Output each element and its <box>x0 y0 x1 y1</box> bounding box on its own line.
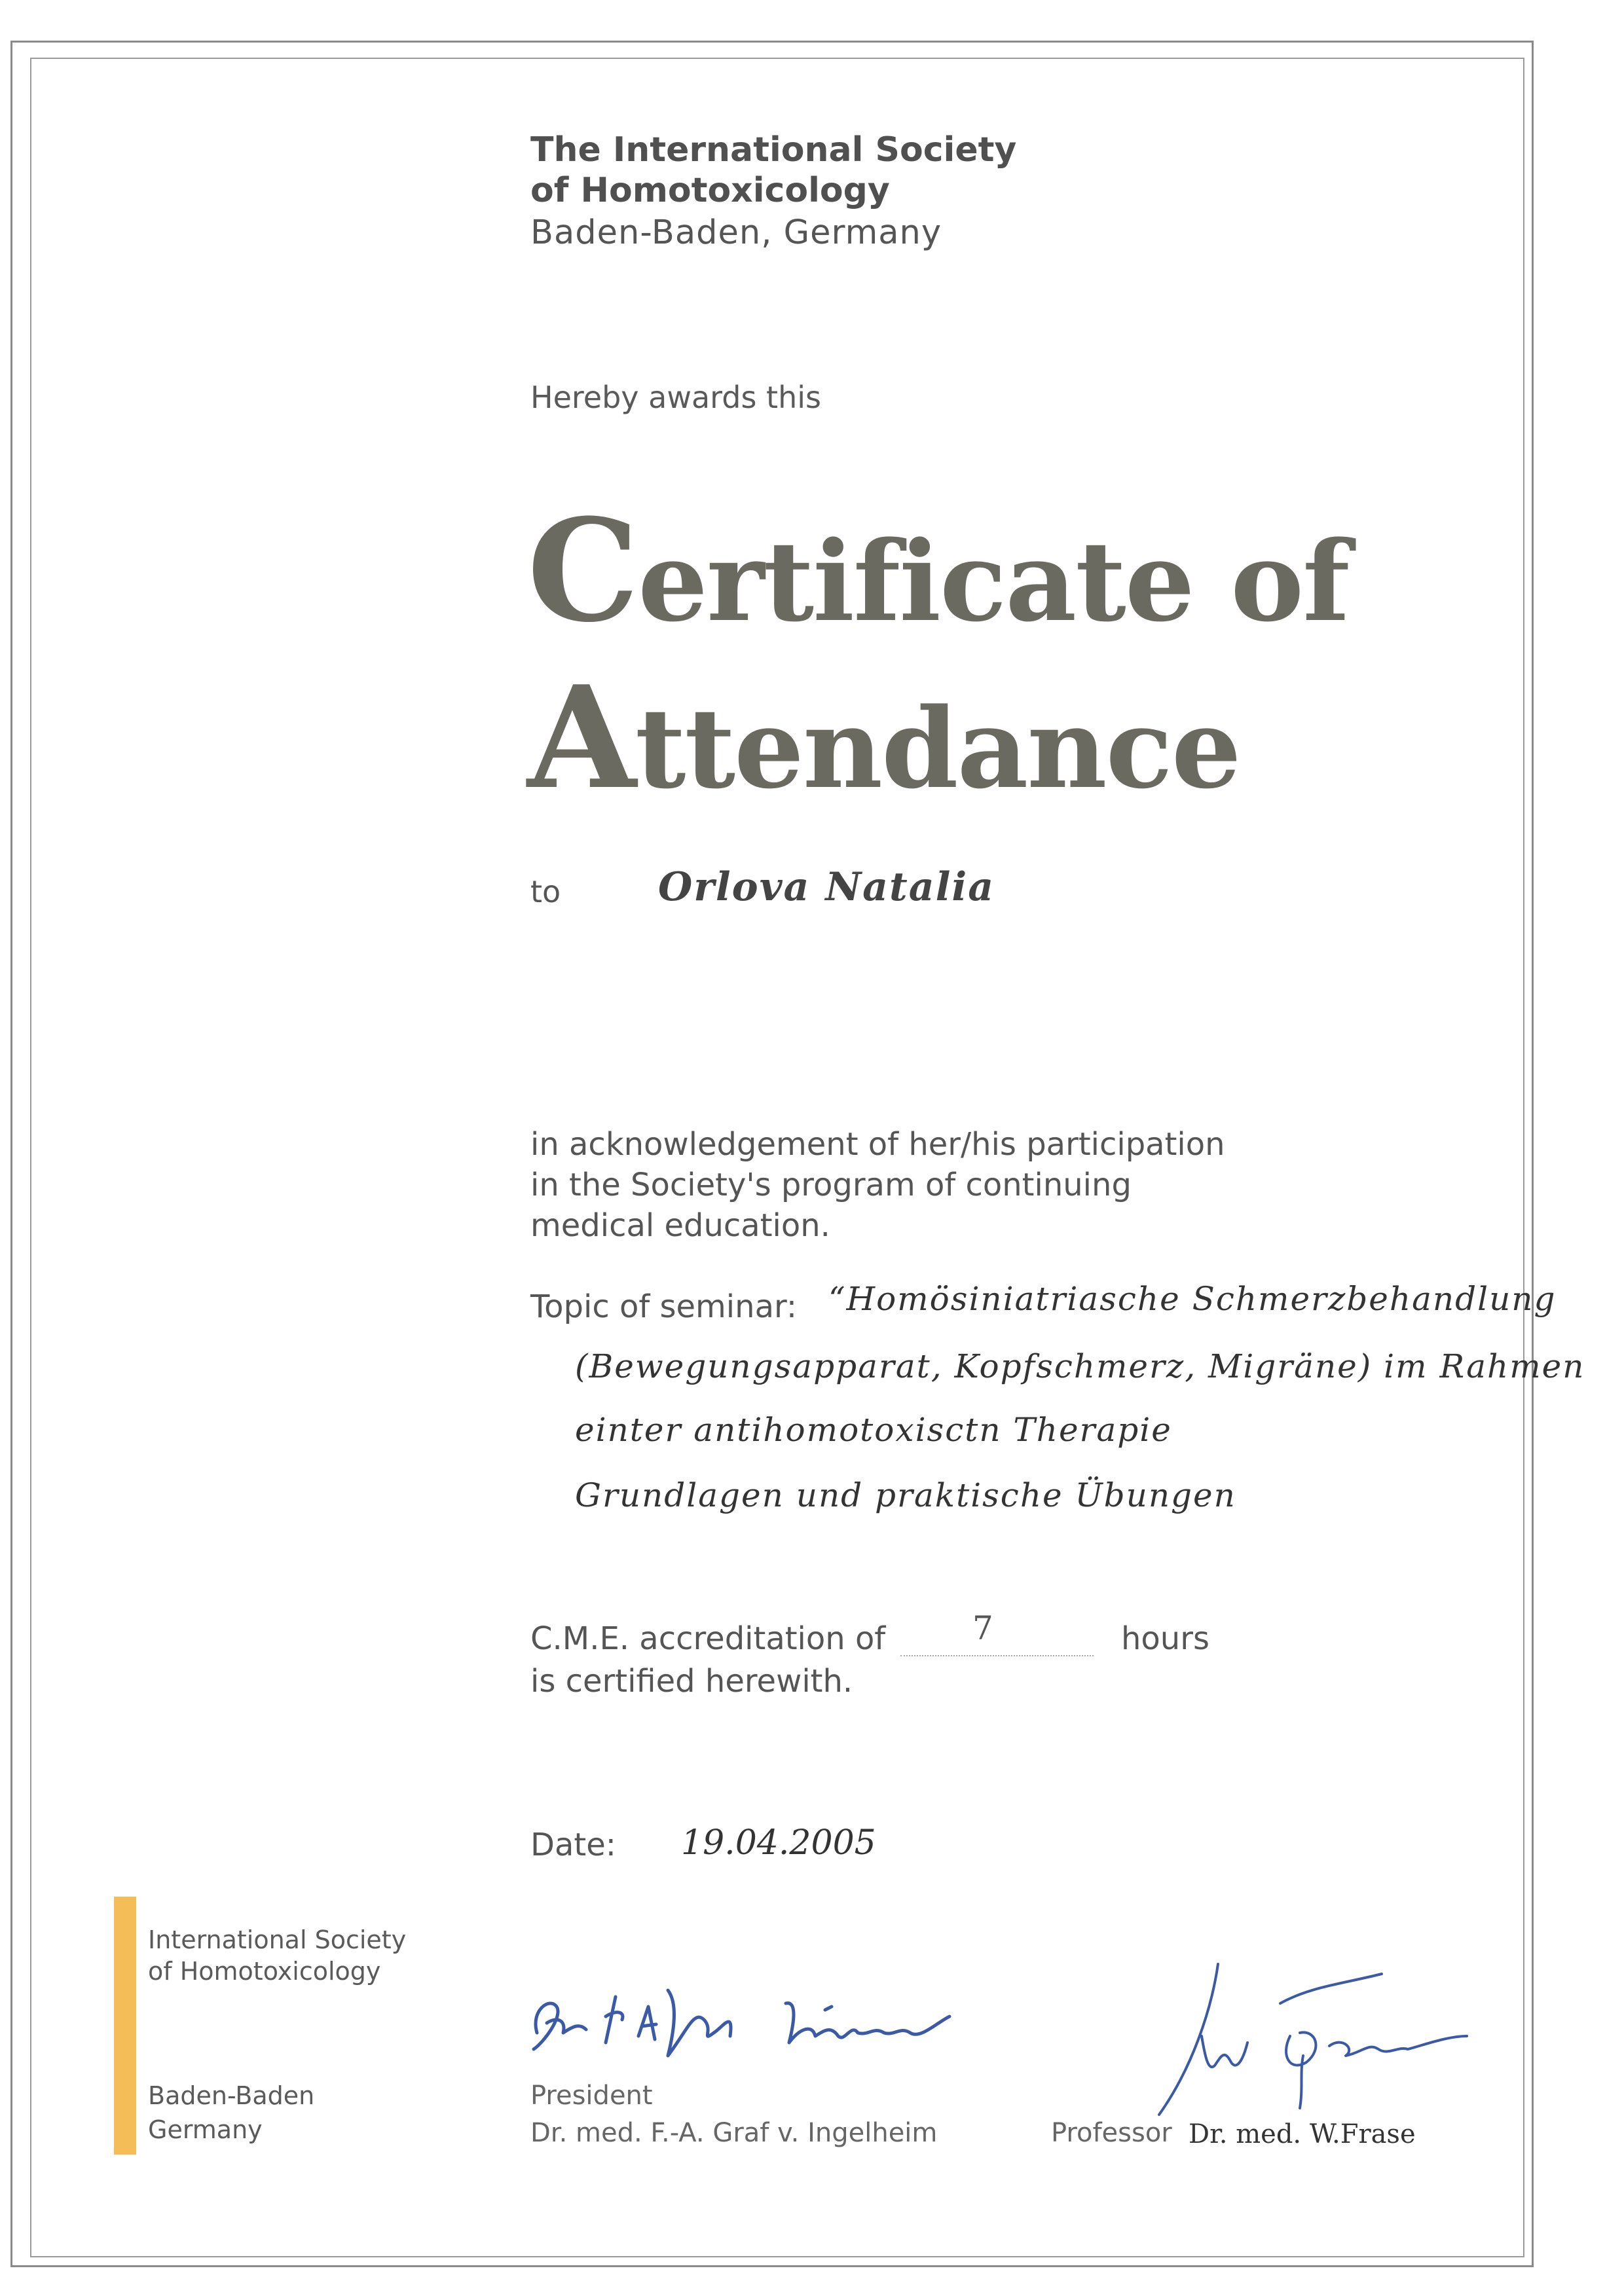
cme-hours-unit: hours <box>1121 1620 1209 1657</box>
recipient-prefix: to <box>530 874 561 909</box>
president-name: Dr. med. F.-A. Graf v. Ingelheim <box>530 2118 938 2148</box>
seminar-label: Topic of seminar: <box>530 1288 798 1325</box>
acknowledgement-line: in the Society's program of continuing <box>530 1167 1132 1203</box>
certificate-title-line1 <box>527 488 1348 653</box>
title-line1-rest: ertificate of <box>638 517 1349 646</box>
cme-label: C.M.E. accreditation of <box>530 1620 886 1657</box>
seminar-topic-line: (Bewegungsapparat, Kopfschmerz, Migräne) im Rahmen <box>575 1347 1585 1385</box>
date-label: Date: <box>530 1827 616 1863</box>
intro-text: Hereby awards this <box>530 380 821 415</box>
seminar-topic-line: “Homösiniatriasche Schmerzbehandlung <box>828 1280 1557 1318</box>
professor-name: Dr. med. W.Frase <box>1189 2119 1416 2149</box>
org-name-line1: The International Society <box>530 130 1017 170</box>
org-location: Baden-Baden, Germany <box>530 213 942 252</box>
president-signature <box>517 1971 989 2069</box>
logo-text-line: Germany <box>148 2115 263 2144</box>
title-line1-capital: C <box>527 488 638 653</box>
acknowledgement-line: medical education. <box>530 1207 830 1244</box>
date-value: 19.04.2005 <box>681 1823 876 1863</box>
title-line2-capital: A <box>527 655 635 820</box>
logo-text-line: Baden-Baden <box>148 2081 315 2110</box>
acknowledgement-line: in acknowledgement of her/his participation <box>530 1126 1225 1163</box>
seminar-topic-line: Grundlagen und praktische Übungen <box>575 1476 1236 1514</box>
title-line2-rest: ttendance <box>635 683 1240 813</box>
org-name-line2: of Homotoxicology <box>530 171 890 210</box>
recipient-name: Orlova Natalia <box>658 864 995 910</box>
seminar-topic-line: einter antihomotoxisctn Therapie <box>575 1411 1172 1449</box>
president-title: President <box>530 2081 653 2111</box>
certificate-title-line2 <box>527 655 1240 820</box>
logo-text-line: of Homotoxicology <box>148 1957 381 1986</box>
cme-certified-line: is certified herewith. <box>530 1663 853 1700</box>
cme-hours-value: 7 <box>972 1609 993 1647</box>
professor-signature <box>1139 1958 1480 2128</box>
professor-title: Professor <box>1051 2118 1172 2148</box>
logo-accent-bar <box>114 1897 136 2155</box>
logo-text-line: International Society <box>148 1925 407 1954</box>
hours-underline <box>900 1655 1094 1656</box>
